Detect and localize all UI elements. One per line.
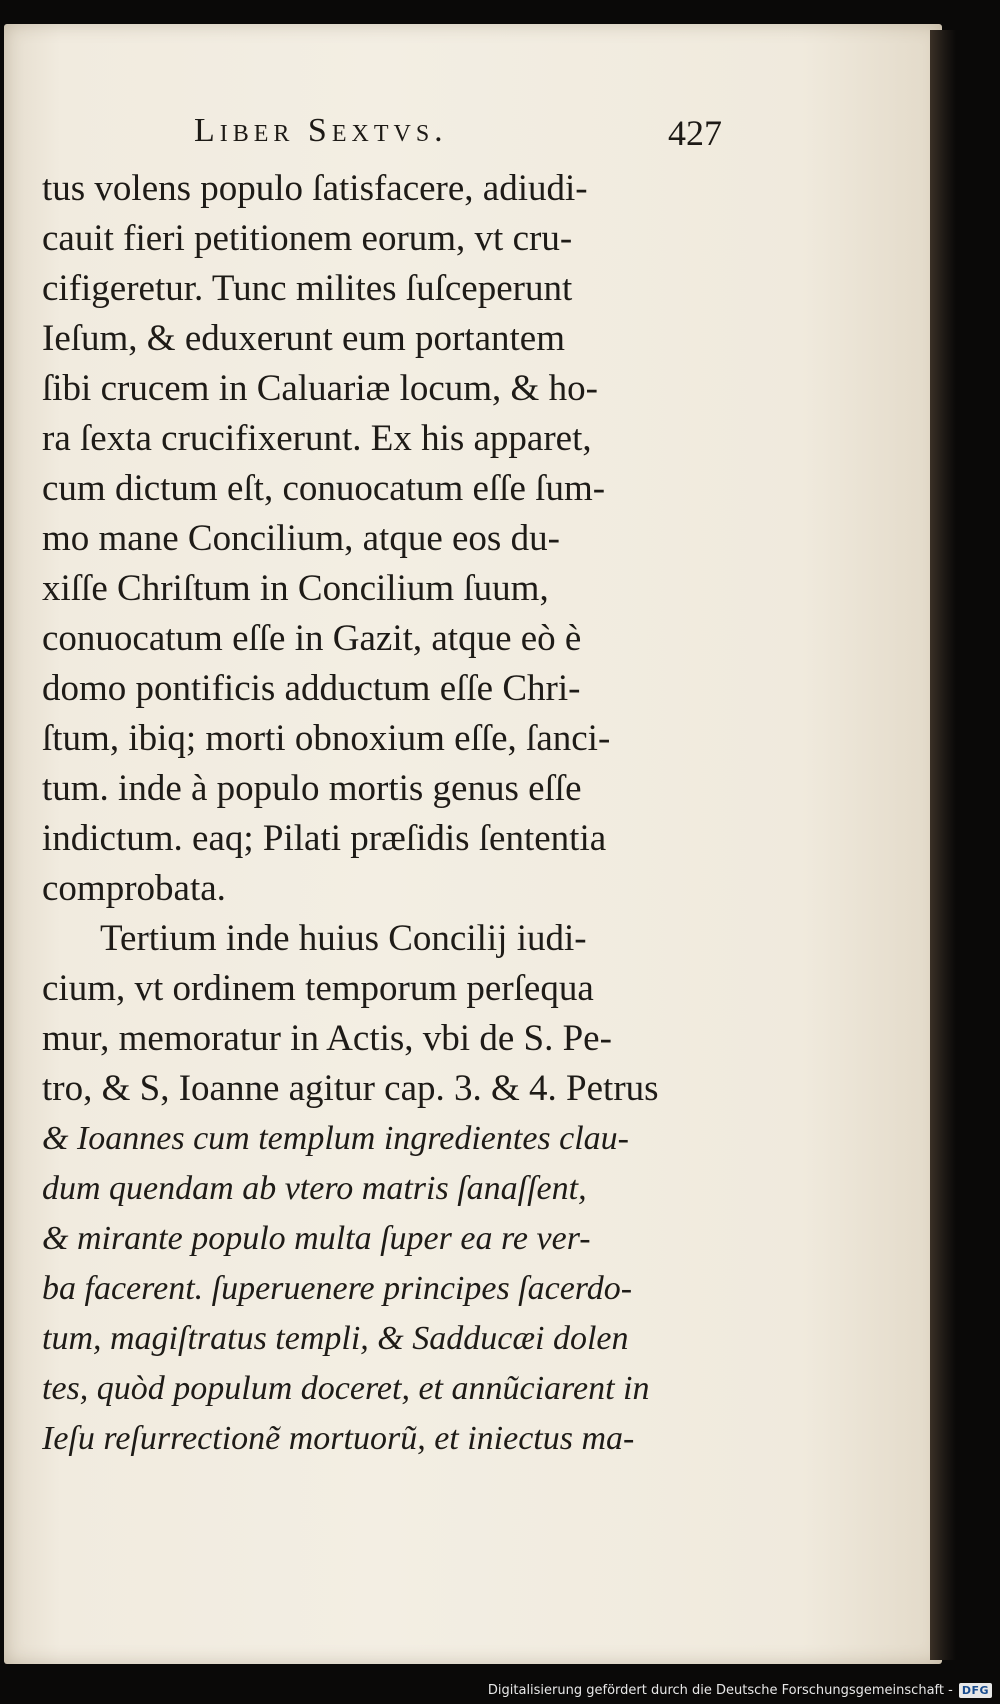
text-line: cifigeretur. Tunc milites ſuſceperunt	[42, 268, 573, 309]
text-line: Ieſu reſurrectionẽ mortuorũ, et iniectus ma-	[42, 1420, 635, 1457]
text-line: Tertium inde huius Concilij iudi-	[100, 918, 587, 959]
text-block	[42, 164, 750, 1464]
page-number: 427	[668, 113, 722, 153]
funding-credit-text: Digitalisierung gefördert durch die Deutsche Forschungsgemeinschaft -	[487, 1682, 953, 1698]
text-line: cum dictum eſt, conuocatum eſſe ſum-	[42, 468, 606, 509]
text-line: dum quendam ab vtero matris ſanaſſent,	[42, 1170, 587, 1207]
text-line: & Ioannes cum templum ingredientes clau-	[42, 1120, 629, 1157]
page-edge	[930, 30, 956, 1660]
text-line: tus volens populo ſatisfacere, adiudi-	[42, 168, 588, 209]
text-line: conuocatum eſſe in Gazit, atque eò è	[42, 618, 582, 659]
text-line: indictum. eaq; Pilati præſidis ſententia	[42, 818, 607, 859]
running-head: Liber Sextvs.	[194, 112, 448, 149]
text-line: xiſſe Chriſtum in Concilium ſuum,	[42, 568, 549, 609]
text-line: cauit fieri petitionem eorum, vt cru-	[42, 218, 573, 259]
text-line: ſibi crucem in Caluariæ locum, & ho-	[42, 368, 598, 409]
text-line: tes, quòd populum doceret, et annũciarent in	[42, 1370, 650, 1407]
text-line: ba facerent. ſuperuenere principes ſacerdo-	[42, 1270, 633, 1307]
text-line: tro, & S, Ioanne agitur cap. 3. & 4. Petrus	[42, 1068, 659, 1109]
text-line: mur, memoratur in Actis, vbi de S. Pe-	[42, 1018, 612, 1059]
funding-credit	[480, 1676, 1000, 1704]
text-line: comprobata.	[42, 868, 226, 909]
text-line: ſtum, ibiq; morti obnoxium eſſe, ſanci-	[42, 718, 611, 759]
text-line: tum. inde à populo mortis genus eſſe	[42, 768, 582, 809]
text-line: cium, vt ordinem temporum perſequa	[42, 968, 594, 1009]
text-line: tum, magiſtratus templi, & Sadducæi dolen	[42, 1320, 629, 1357]
text-line: & mirante populo multa ſuper ea re ver-	[42, 1220, 591, 1257]
text-line: mo mane Concilium, atque eos du-	[42, 518, 560, 559]
text-line: domo pontificis adductum eſſe Chri-	[42, 668, 581, 709]
dfg-logo-icon: DFG	[959, 1683, 992, 1698]
text-line: ra ſexta crucifixerunt. Ex his apparet,	[42, 418, 592, 459]
text-line: Ieſum, & eduxerunt eum portantem	[42, 318, 565, 359]
book-page	[4, 24, 942, 1664]
